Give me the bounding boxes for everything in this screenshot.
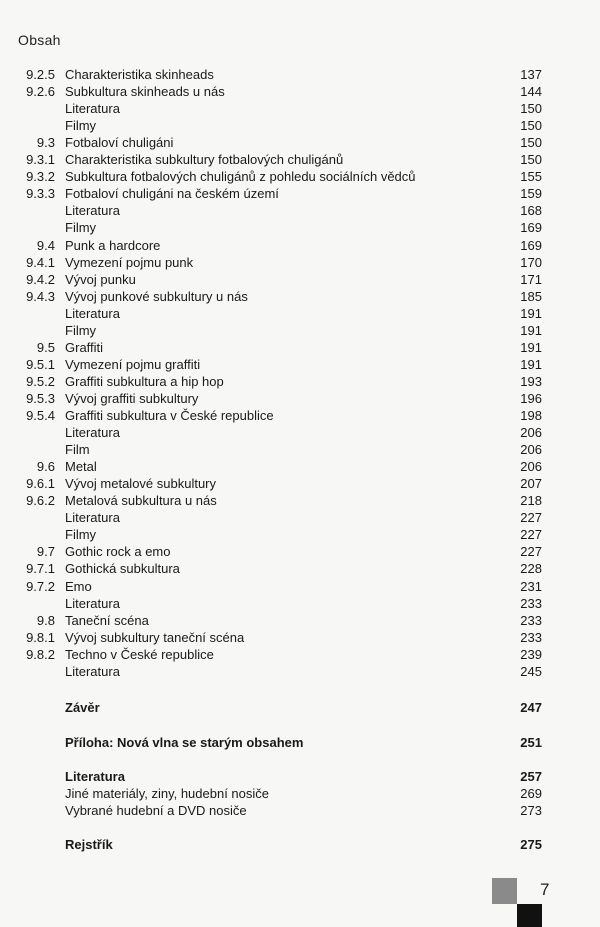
toc-entry-title: Literatura bbox=[65, 306, 120, 321]
toc-entry-title: Metalová subkultura u nás bbox=[65, 493, 217, 508]
toc-entry bbox=[0, 802, 600, 819]
toc-entry-title: Literatura bbox=[65, 769, 125, 784]
toc-entry-number: 9.5.1 bbox=[26, 357, 55, 372]
toc-entry-number: 9.3 bbox=[36, 135, 55, 150]
toc-entry-number: 9.6 bbox=[36, 459, 55, 474]
toc-entry-title: Vývoj punkové subkultury u nás bbox=[65, 289, 248, 304]
toc-entry-page: 191 bbox=[520, 340, 542, 355]
toc-entry-title: Filmy bbox=[65, 220, 97, 235]
toc-entry-title: Vývoj graffiti subkultury bbox=[65, 391, 199, 406]
toc-entry-title: Vybrané hudební a DVD nosiče bbox=[65, 803, 247, 818]
toc-entry bbox=[0, 373, 600, 390]
toc-entry-title: Subkultura skinheads u nás bbox=[65, 84, 225, 99]
toc-entry-title: Vývoj subkultury taneční scéna bbox=[65, 630, 245, 645]
toc-entry-title: Vývoj metalové subkultury bbox=[65, 476, 217, 491]
toc-entry bbox=[0, 83, 600, 100]
toc-entry-title: Závěr bbox=[65, 700, 100, 715]
toc-entry bbox=[0, 339, 600, 356]
toc-entry-title: Rejstřík bbox=[65, 837, 113, 852]
toc-entry-page: 206 bbox=[520, 459, 542, 474]
toc-entry-number: 9.2.5 bbox=[26, 67, 55, 82]
toc-entry-page: 227 bbox=[520, 527, 542, 542]
toc-entry bbox=[0, 768, 600, 785]
toc-entry-title: Fotbaloví chuligáni bbox=[65, 135, 174, 150]
toc-entry-page: 206 bbox=[520, 442, 542, 457]
toc-entry-title: Subkultura fotbalových chuligánů z pohledu sociálních vědců bbox=[65, 169, 416, 184]
toc-entry-page: 273 bbox=[520, 803, 542, 818]
toc-entry bbox=[0, 699, 600, 716]
toc-entry-number: 9.7.1 bbox=[26, 561, 55, 576]
toc-entry-title: Graffiti subkultura a hip hop bbox=[65, 374, 224, 389]
toc-entry-title: Emo bbox=[65, 579, 92, 594]
toc-entry-page: 233 bbox=[520, 596, 542, 611]
toc-entry-number: 9.4 bbox=[36, 238, 55, 253]
toc-entry-title: Příloha: Nová vlna se starým obsahem bbox=[65, 735, 304, 750]
toc-entry-title: Techno v České republice bbox=[65, 647, 214, 662]
toc-entry bbox=[0, 560, 600, 577]
toc-entry-number: 9.5.4 bbox=[26, 408, 55, 423]
toc-entry-number: 9.6.1 bbox=[26, 476, 55, 491]
toc-entry-page: 155 bbox=[520, 169, 542, 184]
toc-entry bbox=[0, 288, 600, 305]
toc-entry-title: Charakteristika subkultury fotbalových chuligánů bbox=[65, 152, 344, 167]
toc-entry bbox=[0, 134, 600, 151]
toc-entry-title: Jiné materiály, ziny, hudební nosiče bbox=[65, 786, 270, 801]
page-number: 7 bbox=[540, 880, 550, 899]
toc-entry bbox=[0, 407, 600, 424]
toc-entry-page: 150 bbox=[520, 152, 542, 167]
toc-entry-title: Vymezení pojmu graffiti bbox=[65, 357, 201, 372]
toc-entry bbox=[0, 100, 600, 117]
toc-entry-title: Vývoj punku bbox=[65, 272, 136, 287]
toc-entry-page: 185 bbox=[520, 289, 542, 304]
toc-entry bbox=[0, 578, 600, 595]
toc-entry-number: 9.4.1 bbox=[26, 255, 55, 270]
toc-entry-title: Literatura bbox=[65, 203, 120, 218]
toc-entry bbox=[0, 458, 600, 475]
toc-entry-number: 9.4.3 bbox=[26, 289, 55, 304]
toc-entry-page: 150 bbox=[520, 118, 542, 133]
toc-entry-number: 9.3.1 bbox=[26, 152, 55, 167]
toc-entry bbox=[0, 237, 600, 254]
toc-entry-title: Charakteristika skinheads bbox=[65, 67, 214, 82]
toc-entry-title: Filmy bbox=[65, 527, 97, 542]
toc-entry-number: 9.8 bbox=[36, 613, 55, 628]
toc-entry-page: 227 bbox=[520, 544, 542, 559]
toc-entry bbox=[0, 509, 600, 526]
toc-entry-title: Gothic rock a emo bbox=[65, 544, 171, 559]
toc-entry-number: 9.5.2 bbox=[26, 374, 55, 389]
toc-entry-page: 228 bbox=[520, 561, 542, 576]
toc-entry-page: 150 bbox=[520, 135, 542, 150]
toc-entry-title: Literatura bbox=[65, 101, 120, 116]
toc-entry-page: 137 bbox=[520, 67, 542, 82]
toc-entry bbox=[0, 185, 600, 202]
toc-entry-title: Literatura bbox=[65, 425, 120, 440]
toc-entry-page: 218 bbox=[520, 493, 542, 508]
toc-entry bbox=[0, 305, 600, 322]
toc-entry bbox=[0, 356, 600, 373]
toc-entry-page: 251 bbox=[520, 735, 542, 750]
page-header: Obsah bbox=[18, 32, 61, 48]
toc-entry-number: 9.2.6 bbox=[26, 84, 55, 99]
toc-entry bbox=[0, 168, 600, 185]
toc-entry-page: 239 bbox=[520, 647, 542, 662]
toc-entry bbox=[0, 595, 600, 612]
toc-entry-page: 233 bbox=[520, 613, 542, 628]
toc-entry-number: 9.5 bbox=[36, 340, 55, 355]
toc-entry-number: 9.5.3 bbox=[26, 391, 55, 406]
toc-entry-title: Literatura bbox=[65, 664, 120, 679]
toc-entry bbox=[0, 612, 600, 629]
decorative-black-block bbox=[517, 904, 542, 927]
toc-entry-page: 257 bbox=[520, 769, 542, 784]
toc-entry-title: Fotbaloví chuligáni na českém území bbox=[65, 186, 279, 201]
toc-entry-page: 198 bbox=[520, 408, 542, 423]
toc-entry-number: 9.6.2 bbox=[26, 493, 55, 508]
toc-entry-number: 9.8.1 bbox=[26, 630, 55, 645]
toc-entry-title: Punk a hardcore bbox=[65, 238, 161, 253]
toc-entry bbox=[0, 646, 600, 663]
toc-entry-page: 233 bbox=[520, 630, 542, 645]
toc-entry-title: Metal bbox=[65, 459, 97, 474]
toc-entry-title: Filmy bbox=[65, 118, 97, 133]
toc-entry bbox=[0, 424, 600, 441]
toc-entry-title: Graffiti bbox=[65, 340, 104, 355]
toc-entry bbox=[0, 117, 600, 134]
toc-entry-page: 269 bbox=[520, 786, 542, 801]
toc-entry bbox=[0, 836, 600, 853]
toc-entry-page: 207 bbox=[520, 476, 542, 491]
toc-entry-number: 9.4.2 bbox=[26, 272, 55, 287]
toc-entry bbox=[0, 492, 600, 509]
toc-entry-title: Literatura bbox=[65, 510, 120, 525]
toc-entry-page: 191 bbox=[520, 323, 542, 338]
toc-entry-title: Film bbox=[65, 442, 90, 457]
toc-entry bbox=[0, 629, 600, 646]
toc-entry-number: 9.3.3 bbox=[26, 186, 55, 201]
toc-entry bbox=[0, 663, 600, 680]
toc-entry-page: 245 bbox=[520, 664, 542, 679]
toc-entry-page: 169 bbox=[520, 238, 542, 253]
toc-entry-title: Literatura bbox=[65, 596, 120, 611]
toc-entry bbox=[0, 526, 600, 543]
toc-entry-title: Graffiti subkultura v České republice bbox=[65, 408, 274, 423]
toc-entry-number: 9.8.2 bbox=[26, 647, 55, 662]
toc-entry-page: 144 bbox=[520, 84, 542, 99]
toc-entry-title: Vymezení pojmu punk bbox=[65, 255, 194, 270]
toc-entry-page: 247 bbox=[520, 700, 542, 715]
toc-entry-number: 9.7.2 bbox=[26, 579, 55, 594]
toc-entry bbox=[0, 219, 600, 236]
toc-entry-title: Filmy bbox=[65, 323, 97, 338]
toc-entry bbox=[0, 202, 600, 219]
toc-entry-page: 171 bbox=[520, 272, 542, 287]
toc-entry-page: 191 bbox=[520, 357, 542, 372]
decorative-grey-block bbox=[492, 878, 517, 904]
toc-entry-page: 196 bbox=[520, 391, 542, 406]
toc-entry-title: Taneční scéna bbox=[65, 613, 149, 628]
toc-entry-page: 168 bbox=[520, 203, 542, 218]
toc-entry-page: 227 bbox=[520, 510, 542, 525]
toc-entry bbox=[0, 390, 600, 407]
toc-entry bbox=[0, 441, 600, 458]
toc-entry bbox=[0, 322, 600, 339]
toc-entry-page: 159 bbox=[520, 186, 542, 201]
toc-entry-title: Gothická subkultura bbox=[65, 561, 180, 576]
toc-entry bbox=[0, 734, 600, 751]
toc-entry-page: 206 bbox=[520, 425, 542, 440]
toc-entry-page: 170 bbox=[520, 255, 542, 270]
toc-entry-page: 231 bbox=[520, 579, 542, 594]
toc-entry-page: 169 bbox=[520, 220, 542, 235]
toc-entry-page: 193 bbox=[520, 374, 542, 389]
toc-entry-page: 275 bbox=[520, 837, 542, 852]
toc-entry bbox=[0, 475, 600, 492]
toc-entry bbox=[0, 785, 600, 802]
toc-entry bbox=[0, 543, 600, 560]
toc-entry bbox=[0, 151, 600, 168]
toc-entry-number: 9.7 bbox=[36, 544, 55, 559]
toc-entry bbox=[0, 254, 600, 271]
toc-entry-number: 9.3.2 bbox=[26, 169, 55, 184]
toc-entry bbox=[0, 66, 600, 83]
toc-entry-page: 191 bbox=[520, 306, 542, 321]
toc-entry-page: 150 bbox=[520, 101, 542, 116]
toc-entry bbox=[0, 271, 600, 288]
